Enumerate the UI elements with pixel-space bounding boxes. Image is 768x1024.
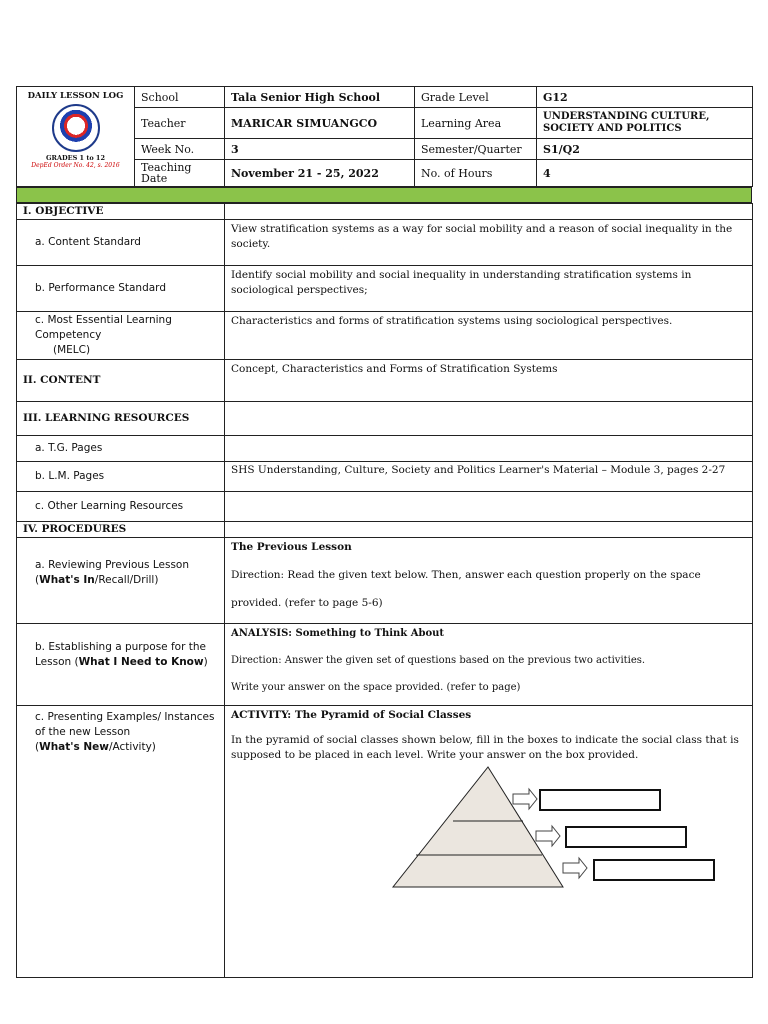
semester-value: S1/Q2 <box>537 139 753 160</box>
review-title: The Previous Lesson <box>231 541 352 553</box>
answer-box-bottom[interactable] <box>593 859 715 881</box>
header-table <box>16 86 753 187</box>
melc-value: Characteristics and forms of stratification systems using sociological perspectives. <box>225 312 753 360</box>
green-divider <box>16 187 752 203</box>
answer-box-middle[interactable] <box>565 826 687 848</box>
purpose-label: b. Establishing a purpose for the Lesson (What I Need to Know) <box>17 624 225 706</box>
learning-area-value: UNDERSTANDING CULTURE, SOCIETY AND POLITICS <box>537 108 753 139</box>
content-standard-label: a. Content Standard <box>17 220 225 266</box>
performance-standard-value: Identify social mobility and social inequality in understanding stratification systems in sociological perspectives; <box>225 266 753 312</box>
teaching-date-label: Teaching Date <box>135 160 225 187</box>
content-heading: II. CONTENT <box>17 360 225 402</box>
tg-pages-label: a. T.G. Pages <box>17 436 225 462</box>
arrow-icon-top <box>513 789 537 809</box>
lesson-log <box>16 86 752 978</box>
content-standard-value: View stratification systems as a way for social mobility and a reason of social inequality in the society. <box>225 220 753 266</box>
deped-order: DepEd Order No. 42, s. 2016 <box>31 162 120 169</box>
grade-level-value: G12 <box>537 87 753 108</box>
purpose-write: Write your answer on the space provided. (refer to page) <box>231 682 521 693</box>
content-table <box>16 203 753 978</box>
grade-level-label: Grade Level <box>415 87 537 108</box>
semester-label: Semester/Quarter <box>415 139 537 160</box>
examples-title: ACTIVITY: The Pyramid of Social Classes <box>231 709 472 721</box>
lm-pages-label: b. L.M. Pages <box>17 462 225 492</box>
pyramid-activity <box>231 763 746 883</box>
procedures-heading: IV. PROCEDURES <box>17 522 225 538</box>
grades-label: GRADES 1 to 12 <box>46 154 105 162</box>
teacher-label: Teacher <box>135 108 225 139</box>
review-content <box>225 538 753 624</box>
arrow-icon-middle <box>536 826 560 846</box>
school-label: School <box>135 87 225 108</box>
review-direction: Direction: Read the given text below. Then, answer each question properly on the space provided. (refer to page 5-6) <box>231 569 701 609</box>
purpose-title: ANALYSIS: Something to Think About <box>231 628 445 639</box>
teacher-value: MARICAR SIMUANGCO <box>225 108 415 139</box>
school-value: Tala Senior High School <box>225 87 415 108</box>
week-value: 3 <box>225 139 415 160</box>
deped-seal-icon <box>52 104 100 152</box>
hours-label: No. of Hours <box>415 160 537 187</box>
purpose-content <box>225 624 753 706</box>
pyramid-shape <box>393 767 563 887</box>
content-value: Concept, Characteristics and Forms of Stratification Systems <box>225 360 753 402</box>
week-label: Week No. <box>135 139 225 160</box>
logo-cell <box>17 87 135 187</box>
learning-resources-heading: III. LEARNING RESOURCES <box>17 402 225 436</box>
lm-pages-value: SHS Understanding, Culture, Society and Politics Learner's Material – Module 3, pages 2-27 <box>225 462 753 492</box>
learning-area-label: Learning Area <box>415 108 537 139</box>
answer-box-top[interactable] <box>539 789 661 811</box>
arrow-icon-bottom <box>563 858 587 878</box>
review-label: a. Reviewing Previous Lesson (What's In/Recall/Drill) <box>17 538 225 624</box>
purpose-direction: Direction: Answer the given set of questions based on the previous two activities. <box>231 655 646 666</box>
examples-instruction: In the pyramid of social classes shown below, fill in the boxes to indicate the social class that is supposed to be placed in each level. Write your answer on the box provided. <box>231 734 739 761</box>
dll-title: DAILY LESSON LOG <box>27 91 124 101</box>
teaching-date-value: November 21 - 25, 2022 <box>225 160 415 187</box>
hours-value: 4 <box>537 160 753 187</box>
examples-content <box>225 706 753 978</box>
melc-label: c. Most Essential Learning Competency (MELC) <box>17 312 225 360</box>
other-resources-label: c. Other Learning Resources <box>17 492 225 522</box>
performance-standard-label: b. Performance Standard <box>17 266 225 312</box>
examples-label: c. Presenting Examples/ Instances of the new Lesson (What's New/Activity) <box>17 706 225 978</box>
objective-heading: I. OBJECTIVE <box>17 204 225 220</box>
